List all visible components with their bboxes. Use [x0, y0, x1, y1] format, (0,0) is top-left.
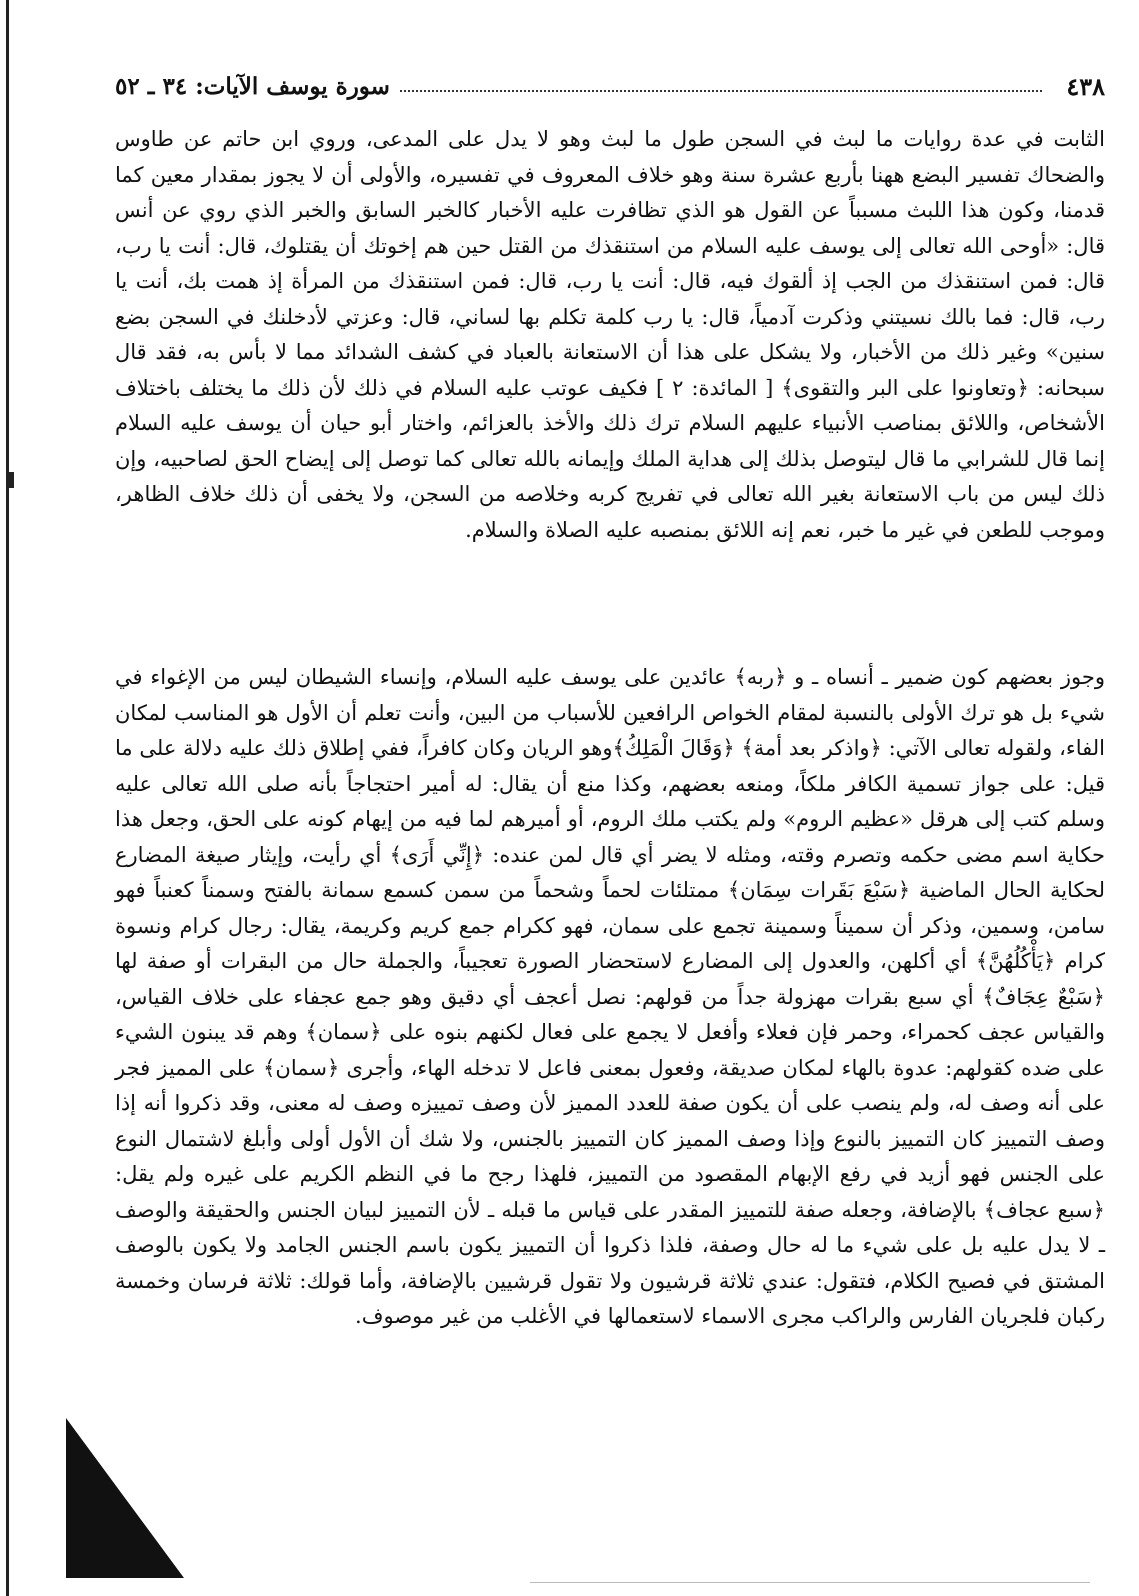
body-paragraph-2: وجوز بعضهم كون ضمير ـ أنساه ـ و ﴿ربه﴾ عائدين على يوسف عليه السلام، وإنساء الشيطان ليس من الإغواء في شيء بل هو ترك الأولى بالنسبة لمقام الخواص الرافعين للأسباب من البين، وأنت تعلم أن الأول هو المناسب لمكان الفاء، ولقوله تعالى الآتي: ﴿واذكر بعد أمة﴾ ﴿وَقَالَ الْمَلِكُ﴾وهو الريان وكان كافراً، ففي إطلاق ذلك عليه دلالة على ما قيل: على جواز تسمية الكافر ملكاً، ومنعه بعضهم، وكذا منع أن يقال: له أمير احتجاجاً بأنه صلى الله تعالى عليه وسلم كتب إلى هرقل «عظيم الروم» ولم يكتب ملك الروم، أو أميرهم لما فيه من إيهام كونه على الحق، وجعل هذا حكاية اسم مضى حكمه وتصرم وقته، ومثله لا يضر أي قال لمن عنده: ﴿إِنِّي أَرَى﴾ أي رأيت، وإيثار صيغة المضارع لحكاية الحال الماضية ﴿سَبْعَ بَقَرات سِمَان﴾ ممتلئات لحماً وشحماً من سمن كسمع سمانة بالفتح وسمناً كعنباً فهو سامن، وسمين، وذكر أن سميناً وسمينة تجمع على سمان، فهو ككرام جمع كريم وكريمة، يقال: رجال كرام ونسوة كرام ﴿يَأْكُلُهُنَّ﴾ أي أكلهن، والعدول إلى المضارع لاستحضار الصورة تعجيباً، والجملة حال من البقرات أو صفة لها ﴿سَبْعٌ عِجَافٌ﴾ أي سبع بقرات مهزولة جداً من قولهم: نصل أعجف أي دقيق وهو جمع عجفاء على خلاف القياس، والقياس عجف كحمراء، وحمر فإن فعلاء وأفعل لا يجمع على فعال لكنهم بنوه على ﴿سمان﴾ وهم قد يبنون الشيء على ضده كقولهم: عدوة بالهاء لمكان صديقة، وفعول بمعنى فاعل لا تدخله الهاء، وأجرى ﴿سمان﴾ على المميز فجر على أنه وصف له، ولم ينصب على أن يكون صفة للعدد المميز لأن وصف تمييزه وصف له معنى، وقد ذكروا أنه إذا وصف التمييز كان التمييز بالنوع وإذا وصف المميز كان التمييز بالجنس، ولا شك أن الأول أولى وأبلغ لاشتمال النوع على الجنس فهو أزيد في رفع الإبهام المقصود من التمييز، فلهذا رجح ما في النظم الكريم على غيره ولم يقل: ﴿سبع عجاف﴾ بالإضافة، وجعله صفة للتمييز المقدر على قياس ما قبله ـ لأن التمييز لبيان الجنس والحقيقة والوصف ـ لا يدل عليه بل على شيء ما له حال وصفة، فلذا ذكروا أن التمييز يكون باسم الجنس الجامد ولا يكون بالوصف المشتق في فصيح الكلام، فتقول: عندي ثلاثة قرشيون ولا تقول قرشيين بالإضافة، وأما قولك: ثلاثة فرسان وخمسة ركبان فلجريان الفارس والراكب مجرى الاسماء لاستعمالها في الأغلب من غير موصوف. [115, 665, 1105, 1328]
body-paragraph-1: الثابت في عدة روايات ما لبث في السجن طول ما لبث وهو لا يدل على المدعى، وروي ابن حاتم عن طاوس والضحاك تفسير البضع ههنا بأربع عشرة سنة وهو خلاف المعروف في تفسيره، والأولى أن لا يجوز بمقدار معين كما قدمنا، وكون هذا اللبث مسبباً عن القول هو الذي تظافرت عليه الأخبار كالخبر السابق والخبر الذي روي عن أنس قال: «أوحى الله تعالى إلى يوسف عليه السلام من استنقذك من القتل حين هم إخوتك أن يقتلوك، قال: أنت يا رب، قال: فمن استنقذك من الجب إذ ألقوك فيه، قال: أنت يا رب، قال: فمن استنقذك من المرأة إذ همت بك، أنت يا رب، قال: فما بالك نسيتني وذكرت آدمياً، قال: يا رب كلمة تكلم بها لساني، قال: وعزتي لأدخلنك في السجن بضع سنين» وغير ذلك من الأخبار، ولا يشكل على هذا أن الاستعانة بالعباد في كشف الشدائد مما لا بأس به، فقد قال سبحانه: ﴿وتعاونوا على البر والتقوى﴾ [ المائدة: ٢ ] فكيف عوتب عليه السلام في ذلك لأن ذلك ما يختلف باختلاف الأشخاص، واللائق بمناصب الأنبياء عليهم السلام ترك ذلك والأخذ بالعزائم، واختار أبو حيان أن يوسف عليه السلام إنما قال للشرابي ما قال ليتوصل بذلك إلى هداية الملك وإيمانه بالله تعالى كما توصل إلى إيضاح الحق لصاحبيه، وإن ذلك ليس من باب الاستعانة بغير الله تعالى في تفريج كربه وخلاصه من السجن، ولا يخفى أن ذلك خلاف الظاهر، وموجب للطعن في غير ما خبر، نعم إنه اللائق بمنصبه عليه الصلاة والسلام. [115, 127, 1105, 542]
scan-corner-shadow [66, 1418, 184, 1578]
binding-edge [6, 0, 9, 1596]
running-title: سورة يوسف الآيات: ٣٤ ـ ٥٢ [115, 72, 390, 100]
binding-mark [6, 472, 14, 488]
page-number: ٤٣٨ [1066, 71, 1105, 101]
page-header [115, 64, 1105, 108]
scan-bottom-edge [530, 1582, 1090, 1583]
header-dotted-leader [400, 90, 1042, 92]
